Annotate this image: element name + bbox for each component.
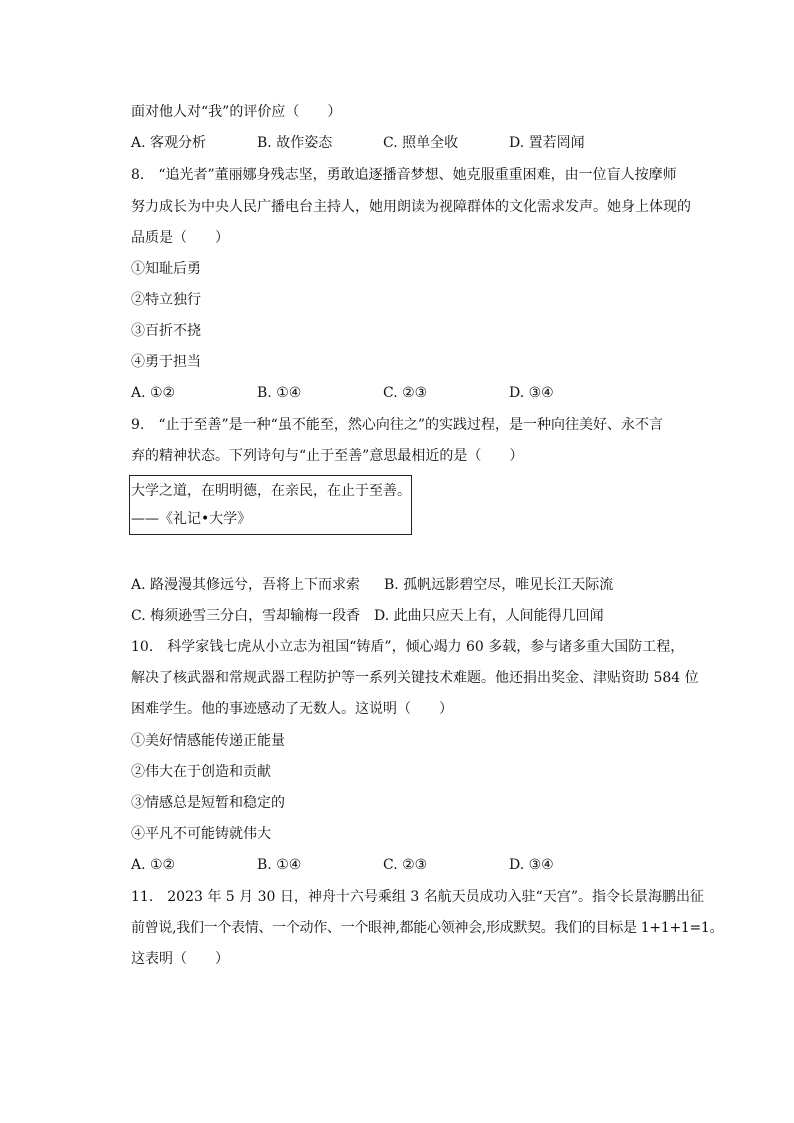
q9-quote-text: 大学之道，在明明德，在亲民，在止于至善。 <box>131 483 411 499</box>
q7-option-c: C. 照单全收 <box>383 135 459 151</box>
q9-quote-source: ——《礼记•大学》 <box>131 511 252 527</box>
q10-stem-line-3: 困难学生。他的事迹感动了无数人。这说明（ ） <box>131 701 453 717</box>
q8-item-4: ④勇于担当 <box>131 354 201 370</box>
q8-stem-line-3: 品质是（ ） <box>131 230 229 246</box>
q7-option-d: D. 置若罔闻 <box>509 135 585 151</box>
q9-stem-line-1: 9. “止于至善”是一种“虽不能至，然心向往之”的实践过程，是一种向往美好、永不言 <box>131 417 663 433</box>
q10-option-c: C. ②③ <box>383 857 428 873</box>
q10-item-4: ④平凡不可能铸就伟大 <box>131 826 271 842</box>
q8-item-1: ①知耻后勇 <box>131 261 201 277</box>
q10-item-1: ①美好情感能传递正能量 <box>131 733 285 749</box>
q10-option-a: A. ①② <box>131 857 176 873</box>
q8-item-3: ③百折不挠 <box>131 323 201 339</box>
q9-quote-box <box>129 475 412 535</box>
q9-option-c: C. 梅须逊雪三分白，雪却输梅一段香 <box>131 608 361 624</box>
q11-stem-line-2: 前曾说,我们一个表情、一个动作、一个眼神,都能心领神会,形成默契。我们的目标是 1+1+1=1。 <box>131 920 724 936</box>
q7-option-a: A. 客观分析 <box>131 135 207 151</box>
q8-stem-line-2: 努力成长为中央人民广播电台主持人，她用朗读为视障群体的文化需求发声。她身上体现的 <box>131 199 691 215</box>
q10-stem-line-1: 10. 科学家钱七虎从小立志为祖国“铸盾”，倾心竭力 60 多载，参与诸多重大国防工程， <box>131 639 685 655</box>
q10-stem-line-2: 解决了核武器和常规武器工程防护等一系列关键技术难题。他还捐出奖金、津贴资助 584 位 <box>131 670 699 686</box>
q9-option-b: B. 孤帆远影碧空尽，唯见长江天际流 <box>384 577 614 593</box>
q7-option-b: B. 故作姿态 <box>257 135 333 151</box>
q8-option-a: A. ①② <box>131 385 176 401</box>
q10-item-2: ②伟大在于创造和贡献 <box>131 764 271 780</box>
q10-item-3: ③情感总是短暂和稳定的 <box>131 795 285 811</box>
q8-option-c: C. ②③ <box>383 385 428 401</box>
q9-option-d: D. 此曲只应天上有，人间能得几回闻 <box>374 608 604 624</box>
q7-stem: 面对他人对“我”的评价应（ ） <box>131 104 342 120</box>
q10-option-b: B. ①④ <box>257 857 302 873</box>
q11-stem-line-1: 11. 2023 年 5 月 30 日，神舟十六号乘组 3 名航天员成功入驻“天宫”。指令长景海鹏出征 <box>131 889 704 905</box>
q11-stem-line-3: 这表明（ ） <box>131 951 229 967</box>
q8-item-2: ②特立独行 <box>131 292 201 308</box>
q8-stem-line-1: 8. “追光者”董丽娜身残志坚，勇敢追逐播音梦想、她克服重重困难，由一位盲人按摩师 <box>131 167 677 183</box>
q9-stem-line-2: 弃的精神状态。下列诗句与“止于至善”意思最相近的是（ ） <box>131 448 524 464</box>
q8-option-d: D. ③④ <box>509 385 554 401</box>
q8-option-b: B. ①④ <box>257 385 302 401</box>
q10-option-d: D. ③④ <box>509 857 554 873</box>
q9-option-a: A. 路漫漫其修远兮，吾将上下而求索 <box>131 577 361 593</box>
